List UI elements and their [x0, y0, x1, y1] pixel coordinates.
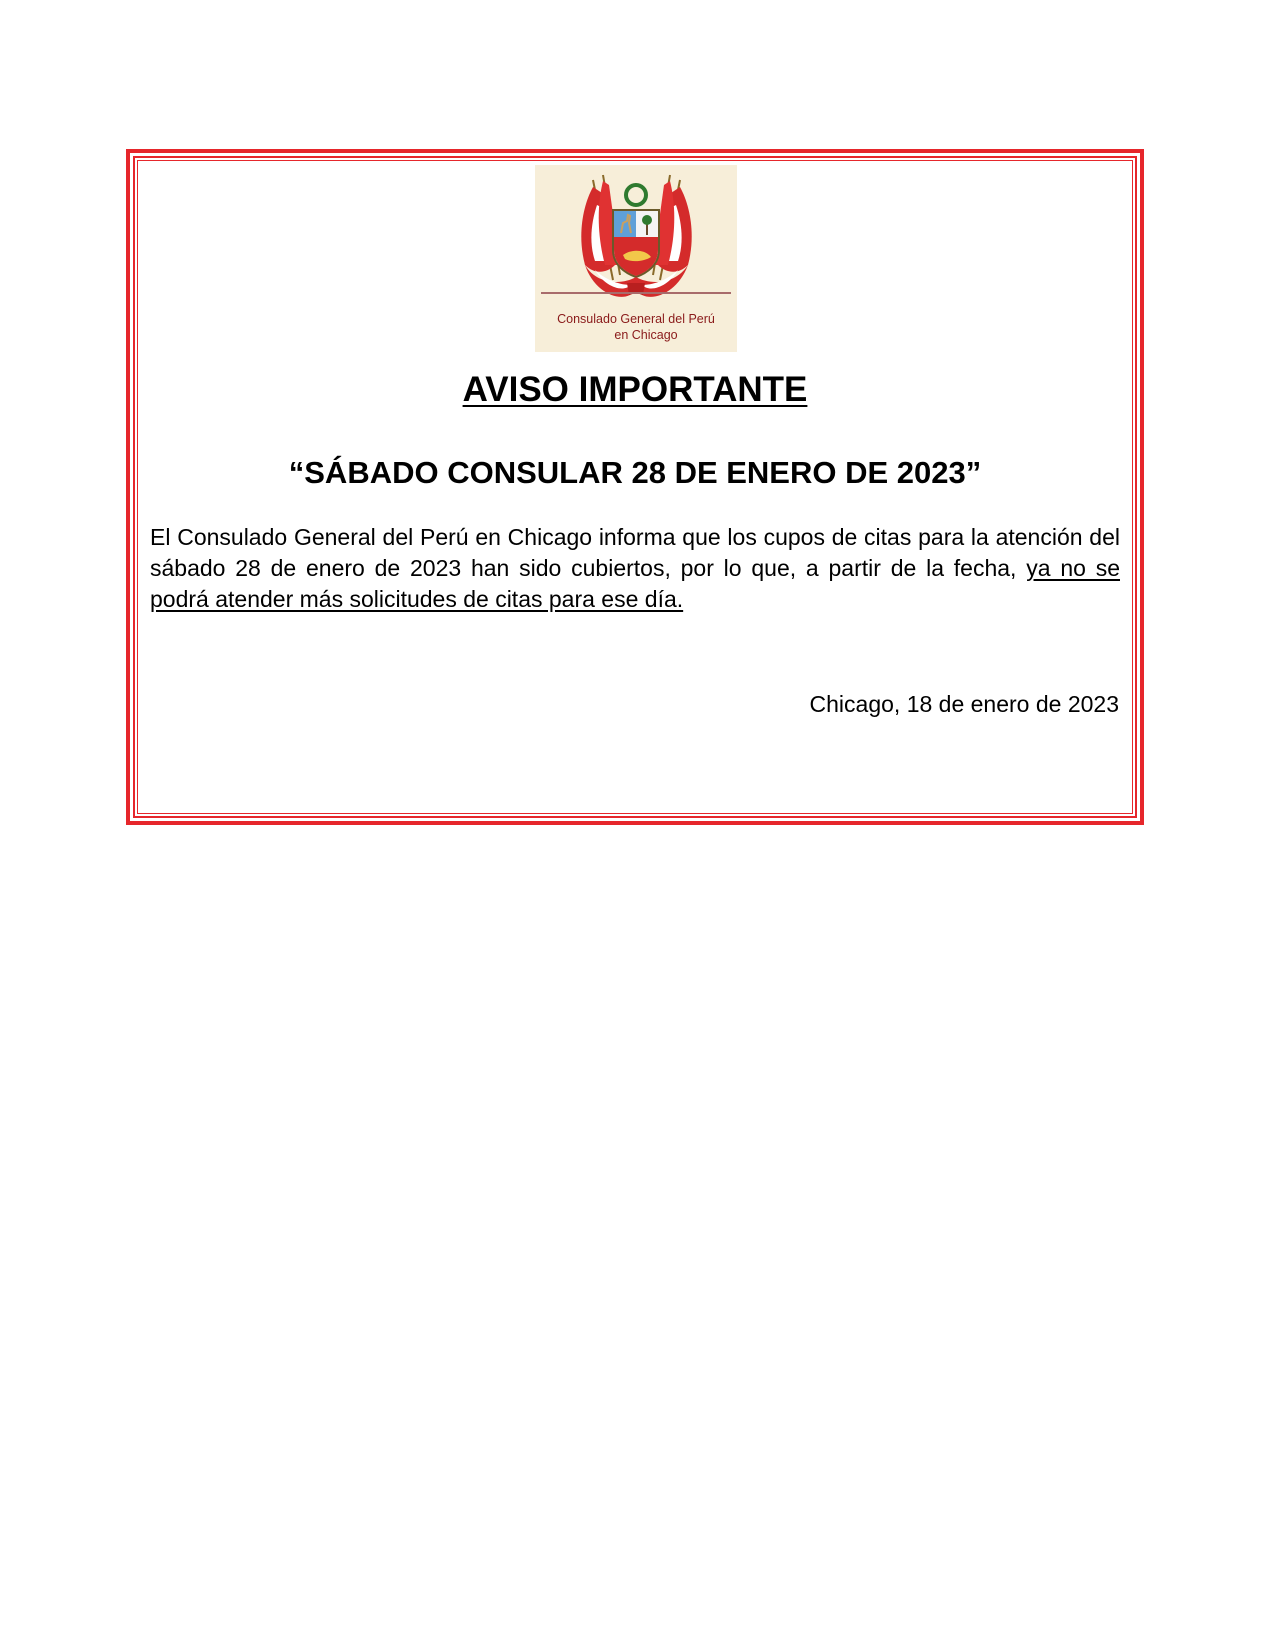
notice-body-text: El Consulado General del Perú en Chicago informa que los cupos de citas para la atención del sábado 28 de enero de 2023 han sido cubiertos, por lo que, a partir de la fecha,: [150, 524, 1120, 581]
notice-subtitle: “SÁBADO CONSULAR 28 DE ENERO DE 2023”: [288, 455, 982, 490]
logo-caption-line1: Consulado General del Perú: [557, 312, 715, 326]
notice-body-emphasis: ya no se podrá atender más solicitudes de citas para ese día.: [150, 555, 1120, 612]
notice-place-date: Chicago, 18 de enero de 2023: [809, 691, 1119, 717]
logo-divider: [541, 292, 731, 294]
logo-caption-line2: en Chicago: [614, 328, 678, 342]
notice-body: [150, 522, 1120, 615]
notice-title: AVISO IMPORTANTE: [462, 370, 808, 409]
